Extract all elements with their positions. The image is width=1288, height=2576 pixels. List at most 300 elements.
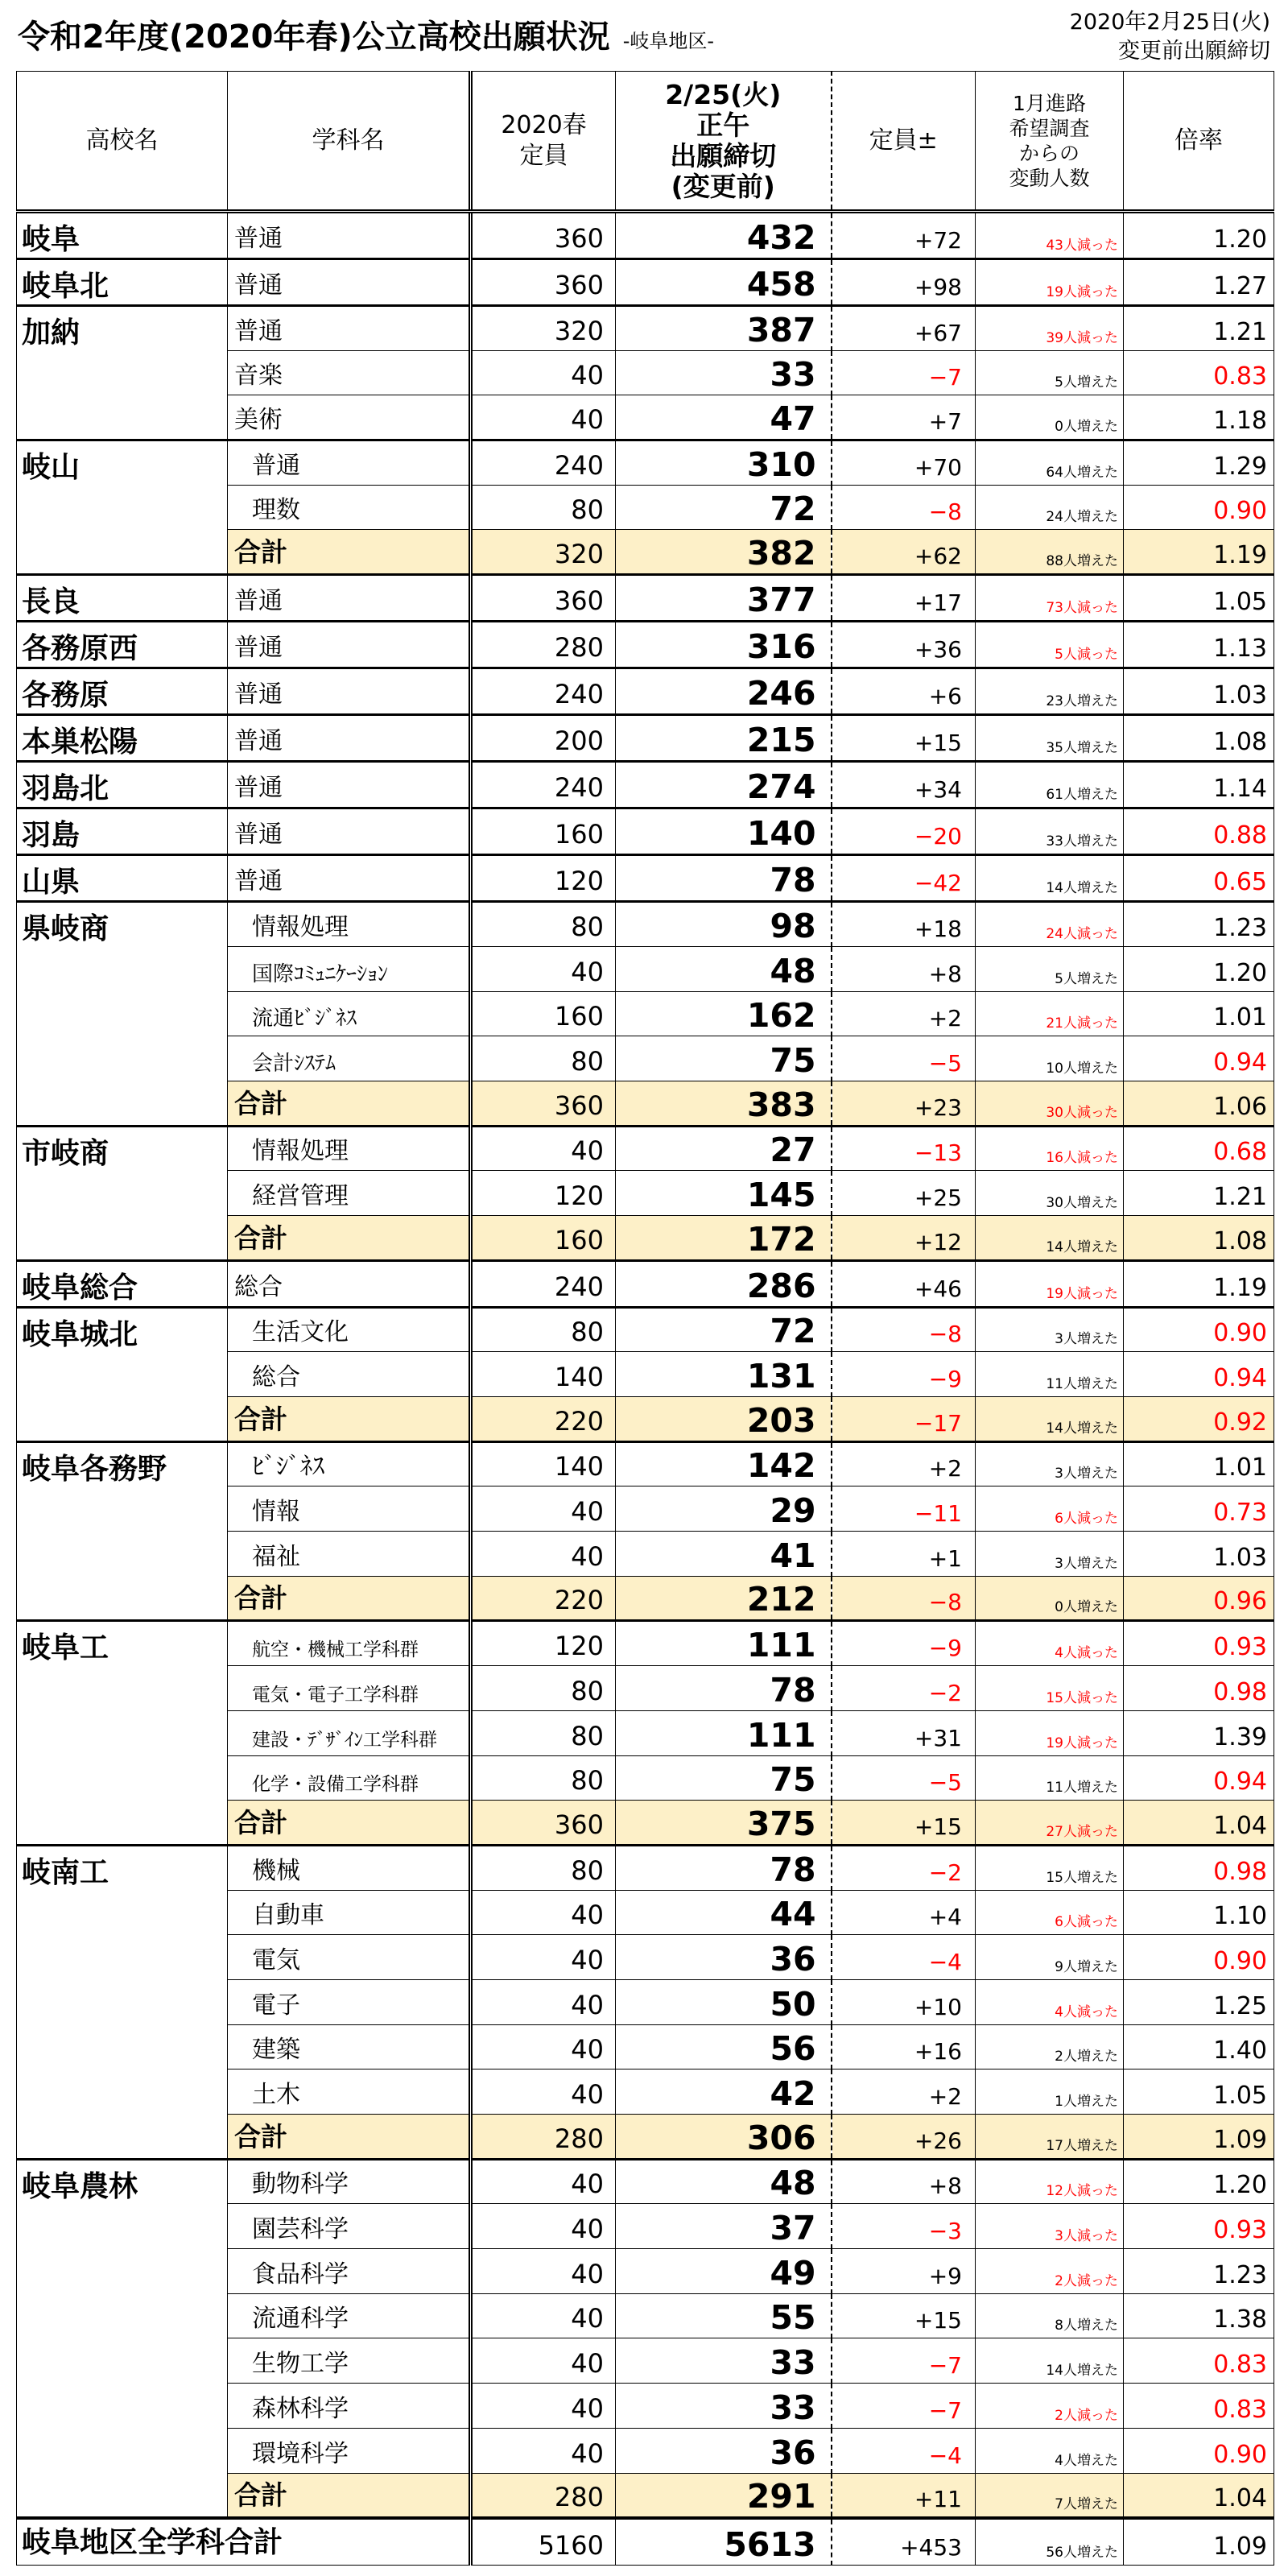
diff-cell: +15 bbox=[832, 715, 976, 762]
applicants-cell: 274 bbox=[616, 762, 832, 808]
title-text: 令和2年度(2020年春)公立高校出願状況 bbox=[18, 19, 610, 56]
change-cell: 15人減った bbox=[976, 1666, 1124, 1711]
ratio-cell: 1.39 bbox=[1124, 1710, 1274, 1755]
grand-ratio: 1.09 bbox=[1124, 2518, 1274, 2566]
table-row bbox=[17, 1126, 1274, 1171]
diff-cell: +70 bbox=[832, 440, 976, 486]
applications-table bbox=[16, 71, 1274, 2566]
capacity-cell: 160 bbox=[471, 1215, 616, 1260]
applicants-cell: 37 bbox=[616, 2204, 832, 2249]
change-cell: 10人増えた bbox=[976, 1036, 1124, 1081]
dept-name: 化学・設備工学科群 bbox=[228, 1755, 471, 1801]
ratio-cell: 1.01 bbox=[1124, 1441, 1274, 1486]
capacity-cell: 280 bbox=[471, 622, 616, 668]
capacity-cell: 80 bbox=[471, 1307, 616, 1352]
ratio-cell: 1.08 bbox=[1124, 1215, 1274, 1260]
change-cell: 39人減った bbox=[976, 306, 1124, 351]
ratio-cell: 1.20 bbox=[1124, 946, 1274, 991]
ratio-cell: 1.23 bbox=[1124, 902, 1274, 947]
diff-cell: +72 bbox=[832, 212, 976, 259]
dept-name: 理数 bbox=[228, 485, 471, 530]
diff-cell: −8 bbox=[832, 1307, 976, 1352]
table-row bbox=[17, 902, 1274, 947]
applicants-cell: 55 bbox=[616, 2293, 832, 2338]
change-cell: 21人減った bbox=[976, 991, 1124, 1036]
ratio-cell: 1.21 bbox=[1124, 1171, 1274, 1216]
diff-cell: +6 bbox=[832, 668, 976, 715]
change-cell: 4人減った bbox=[976, 1979, 1124, 2024]
capacity-cell: 40 bbox=[471, 2428, 616, 2473]
dept-name: 生活文化 bbox=[228, 1307, 471, 1352]
capacity-cell: 80 bbox=[471, 1755, 616, 1801]
table-row bbox=[17, 762, 1274, 808]
diff-cell: +31 bbox=[832, 1710, 976, 1755]
applicants-cell: 72 bbox=[616, 1307, 832, 1352]
dept-name: 普通 bbox=[228, 212, 471, 259]
diff-cell: −8 bbox=[832, 485, 976, 530]
capacity-cell: 140 bbox=[471, 1441, 616, 1486]
table-row bbox=[17, 1845, 1274, 1890]
capacity-cell: 40 bbox=[471, 395, 616, 440]
change-cell: 24人減った bbox=[976, 902, 1124, 947]
dept-name: 福祉 bbox=[228, 1532, 471, 1577]
diff-cell: +2 bbox=[832, 1441, 976, 1486]
capacity-cell: 80 bbox=[471, 485, 616, 530]
applicants-cell: 50 bbox=[616, 1979, 832, 2024]
applicants-cell: 78 bbox=[616, 1845, 832, 1890]
school-name: 岐阜城北 bbox=[17, 1307, 228, 1441]
dept-name: 経営管理 bbox=[228, 1171, 471, 1216]
capacity-cell: 160 bbox=[471, 808, 616, 855]
dept-name: 環境科学 bbox=[228, 2428, 471, 2473]
dept-name: 普通 bbox=[228, 855, 471, 902]
dept-name: 普通 bbox=[228, 808, 471, 855]
region-subtitle: -岐阜地区- bbox=[622, 30, 715, 52]
ratio-cell: 1.04 bbox=[1124, 2473, 1274, 2518]
ratio-cell: 1.05 bbox=[1124, 2069, 1274, 2115]
ratio-cell: 1.40 bbox=[1124, 2024, 1274, 2069]
applicants-cell: 203 bbox=[616, 1397, 832, 1442]
ratio-cell: 1.04 bbox=[1124, 1801, 1274, 1846]
grand-change: 56人増えた bbox=[976, 2518, 1124, 2566]
change-cell: 6人減った bbox=[976, 1890, 1124, 1935]
school-name: 各務原 bbox=[17, 668, 228, 715]
applicants-cell: 44 bbox=[616, 1890, 832, 1935]
change-cell: 7人増えた bbox=[976, 2473, 1124, 2518]
change-cell: 27人減った bbox=[976, 1801, 1124, 1846]
diff-cell: −7 bbox=[832, 350, 976, 395]
dept-name: 食品科学 bbox=[228, 2249, 471, 2294]
grand-applicants: 5613 bbox=[616, 2518, 832, 2566]
table-row bbox=[17, 212, 1274, 259]
capacity-cell: 320 bbox=[471, 306, 616, 351]
capacity-cell: 40 bbox=[471, 1532, 616, 1577]
change-cell: 24人増えた bbox=[976, 485, 1124, 530]
table-body bbox=[17, 72, 1274, 2566]
change-cell: 5人増えた bbox=[976, 946, 1124, 991]
table-row bbox=[17, 1260, 1274, 1307]
diff-cell: −11 bbox=[832, 1486, 976, 1532]
applicants-cell: 48 bbox=[616, 946, 832, 991]
capacity-cell: 40 bbox=[471, 2338, 616, 2384]
applicants-cell: 310 bbox=[616, 440, 832, 486]
diff-cell: +34 bbox=[832, 762, 976, 808]
change-cell: 88人増えた bbox=[976, 530, 1124, 575]
change-cell: 61人増えた bbox=[976, 762, 1124, 808]
capacity-cell: 80 bbox=[471, 1710, 616, 1755]
applicants-cell: 78 bbox=[616, 855, 832, 902]
table-row bbox=[17, 715, 1274, 762]
ratio-cell: 1.23 bbox=[1124, 2249, 1274, 2294]
capacity-cell: 360 bbox=[471, 1081, 616, 1126]
capacity-cell: 280 bbox=[471, 2473, 616, 2518]
col-header-deadline: 2/25(火) 正午 出願締切 (変更前) bbox=[616, 72, 832, 212]
change-cell: 43人減った bbox=[976, 212, 1124, 259]
ratio-cell: 0.92 bbox=[1124, 1397, 1274, 1442]
applicants-cell: 42 bbox=[616, 2069, 832, 2115]
school-name: 羽島北 bbox=[17, 762, 228, 808]
dept-name: 会計ｼｽﾃﾑ bbox=[228, 1036, 471, 1081]
ratio-cell: 0.88 bbox=[1124, 808, 1274, 855]
change-cell: 2人増えた bbox=[976, 2024, 1124, 2069]
applicants-cell: 140 bbox=[616, 808, 832, 855]
capacity-cell: 40 bbox=[471, 1979, 616, 2024]
change-cell: 1人増えた bbox=[976, 2069, 1124, 2115]
diff-cell: +25 bbox=[832, 1171, 976, 1216]
ratio-cell: 0.94 bbox=[1124, 1352, 1274, 1397]
ratio-cell: 0.90 bbox=[1124, 1307, 1274, 1352]
school-name: 岐阜北 bbox=[17, 259, 228, 306]
school-name: 長良 bbox=[17, 575, 228, 622]
applicants-cell: 36 bbox=[616, 1935, 832, 1980]
ratio-cell: 1.38 bbox=[1124, 2293, 1274, 2338]
change-cell: 4人増えた bbox=[976, 2428, 1124, 2473]
table-row bbox=[17, 1441, 1274, 1486]
change-cell: 14人増えた bbox=[976, 1397, 1124, 1442]
change-cell: 73人減った bbox=[976, 575, 1124, 622]
dept-name: 合計 bbox=[228, 2115, 471, 2160]
table-row bbox=[17, 855, 1274, 902]
diff-cell: +8 bbox=[832, 946, 976, 991]
ratio-cell: 1.21 bbox=[1124, 306, 1274, 351]
capacity-cell: 40 bbox=[471, 1486, 616, 1532]
diff-cell: +26 bbox=[832, 2115, 976, 2160]
change-cell: 19人減った bbox=[976, 1260, 1124, 1307]
ratio-cell: 1.27 bbox=[1124, 259, 1274, 306]
dept-name: 電気・電子工学科群 bbox=[228, 1666, 471, 1711]
grand-capacity: 5160 bbox=[471, 2518, 616, 2566]
capacity-cell: 40 bbox=[471, 1890, 616, 1935]
capacity-cell: 40 bbox=[471, 350, 616, 395]
diff-cell: +12 bbox=[832, 1215, 976, 1260]
change-cell: 5人増えた bbox=[976, 350, 1124, 395]
ratio-cell: 1.10 bbox=[1124, 1890, 1274, 1935]
ratio-cell: 1.20 bbox=[1124, 2159, 1274, 2204]
col-header-change: 1月進路 希望調査 からの 変動人数 bbox=[976, 72, 1124, 212]
dept-name: 合計 bbox=[228, 1081, 471, 1126]
applicants-cell: 377 bbox=[616, 575, 832, 622]
dept-name: 建築 bbox=[228, 2024, 471, 2069]
capacity-cell: 200 bbox=[471, 715, 616, 762]
diff-cell: −7 bbox=[832, 2338, 976, 2384]
change-cell: 14人増えた bbox=[976, 855, 1124, 902]
school-name: 本巣松陽 bbox=[17, 715, 228, 762]
diff-cell: +7 bbox=[832, 395, 976, 440]
school-name: 岐阜総合 bbox=[17, 1260, 228, 1307]
diff-cell: −9 bbox=[832, 1621, 976, 1666]
dept-name: 合計 bbox=[228, 530, 471, 575]
dept-name: 情報処理 bbox=[228, 902, 471, 947]
applicants-cell: 387 bbox=[616, 306, 832, 351]
dept-name: 流通ﾋﾞｼﾞﾈｽ bbox=[228, 991, 471, 1036]
table-row bbox=[17, 622, 1274, 668]
change-cell: 14人増えた bbox=[976, 1215, 1124, 1260]
change-cell: 2人減った bbox=[976, 2384, 1124, 2429]
page-title bbox=[18, 11, 714, 57]
diff-cell: +10 bbox=[832, 1979, 976, 2024]
change-cell: 12人減った bbox=[976, 2159, 1124, 2204]
applicants-cell: 33 bbox=[616, 350, 832, 395]
applicants-cell: 98 bbox=[616, 902, 832, 947]
diff-cell: −42 bbox=[832, 855, 976, 902]
applicants-cell: 56 bbox=[616, 2024, 832, 2069]
grand-diff: +453 bbox=[832, 2518, 976, 2566]
school-name: 岐阜工 bbox=[17, 1621, 228, 1845]
change-cell: 15人増えた bbox=[976, 1845, 1124, 1890]
ratio-cell: 1.03 bbox=[1124, 1532, 1274, 1577]
table-row bbox=[17, 259, 1274, 306]
col-header-ratio: 倍率 bbox=[1124, 72, 1274, 212]
col-header-diff: 定員± bbox=[832, 72, 976, 212]
diff-cell: −3 bbox=[832, 2204, 976, 2249]
applicants-cell: 142 bbox=[616, 1441, 832, 1486]
deadline-note: 変更前出願締切 bbox=[1118, 39, 1270, 64]
diff-cell: −8 bbox=[832, 1576, 976, 1621]
ratio-cell: 1.01 bbox=[1124, 991, 1274, 1036]
dept-name: 普通 bbox=[228, 622, 471, 668]
school-name: 岐山 bbox=[17, 440, 228, 575]
dept-name: 合計 bbox=[228, 1576, 471, 1621]
capacity-cell: 80 bbox=[471, 1036, 616, 1081]
dept-name: ﾋﾞｼﾞﾈｽ bbox=[228, 1441, 471, 1486]
school-name: 岐阜 bbox=[17, 212, 228, 259]
dept-name: 合計 bbox=[228, 2473, 471, 2518]
applicants-cell: 111 bbox=[616, 1710, 832, 1755]
dept-name: 電子 bbox=[228, 1979, 471, 2024]
grand-total-row bbox=[17, 2518, 1274, 2566]
capacity-cell: 240 bbox=[471, 668, 616, 715]
school-name: 県岐商 bbox=[17, 902, 228, 1126]
school-name: 羽島 bbox=[17, 808, 228, 855]
ratio-cell: 1.09 bbox=[1124, 2115, 1274, 2160]
diff-cell: +17 bbox=[832, 575, 976, 622]
applicants-cell: 145 bbox=[616, 1171, 832, 1216]
capacity-cell: 40 bbox=[471, 2159, 616, 2204]
ratio-cell: 1.20 bbox=[1124, 212, 1274, 259]
capacity-cell: 40 bbox=[471, 946, 616, 991]
applicants-cell: 41 bbox=[616, 1532, 832, 1577]
applicants-cell: 172 bbox=[616, 1215, 832, 1260]
diff-cell: +1 bbox=[832, 1532, 976, 1577]
table-row bbox=[17, 440, 1274, 486]
applicants-cell: 131 bbox=[616, 1352, 832, 1397]
change-cell: 30人減った bbox=[976, 1081, 1124, 1126]
capacity-cell: 280 bbox=[471, 2115, 616, 2160]
applicants-cell: 212 bbox=[616, 1576, 832, 1621]
capacity-cell: 80 bbox=[471, 902, 616, 947]
change-cell: 4人減った bbox=[976, 1621, 1124, 1666]
change-cell: 17人増えた bbox=[976, 2115, 1124, 2160]
dept-name: 美術 bbox=[228, 395, 471, 440]
school-name: 岐南工 bbox=[17, 1845, 228, 2159]
capacity-cell: 360 bbox=[471, 212, 616, 259]
diff-cell: −9 bbox=[832, 1352, 976, 1397]
ratio-cell: 0.83 bbox=[1124, 2384, 1274, 2429]
change-cell: 30人増えた bbox=[976, 1171, 1124, 1216]
applicants-cell: 29 bbox=[616, 1486, 832, 1532]
dept-name: 電気 bbox=[228, 1935, 471, 1980]
change-cell: 14人増えた bbox=[976, 2338, 1124, 2384]
applicants-cell: 27 bbox=[616, 1126, 832, 1171]
applicants-cell: 75 bbox=[616, 1755, 832, 1801]
diff-cell: +2 bbox=[832, 991, 976, 1036]
ratio-cell: 0.94 bbox=[1124, 1036, 1274, 1081]
applicants-cell: 316 bbox=[616, 622, 832, 668]
applicants-cell: 432 bbox=[616, 212, 832, 259]
col-header-capacity: 2020春 定員 bbox=[471, 72, 616, 212]
ratio-cell: 0.94 bbox=[1124, 1755, 1274, 1801]
capacity-cell: 240 bbox=[471, 1260, 616, 1307]
applicants-cell: 48 bbox=[616, 2159, 832, 2204]
ratio-cell: 0.98 bbox=[1124, 1845, 1274, 1890]
capacity-cell: 120 bbox=[471, 1171, 616, 1216]
dept-name: 土木 bbox=[228, 2069, 471, 2115]
diff-cell: −2 bbox=[832, 1845, 976, 1890]
diff-cell: −20 bbox=[832, 808, 976, 855]
change-cell: 16人減った bbox=[976, 1126, 1124, 1171]
diff-cell: −17 bbox=[832, 1397, 976, 1442]
ratio-cell: 0.90 bbox=[1124, 485, 1274, 530]
diff-cell: +62 bbox=[832, 530, 976, 575]
ratio-cell: 1.05 bbox=[1124, 575, 1274, 622]
applicants-cell: 375 bbox=[616, 1801, 832, 1846]
applicants-cell: 286 bbox=[616, 1260, 832, 1307]
table-row bbox=[17, 1621, 1274, 1666]
capacity-cell: 40 bbox=[471, 2293, 616, 2338]
ratio-cell: 0.93 bbox=[1124, 1621, 1274, 1666]
dept-name: 普通 bbox=[228, 306, 471, 351]
capacity-cell: 40 bbox=[471, 2384, 616, 2429]
change-cell: 3人増えた bbox=[976, 1307, 1124, 1352]
change-cell: 0人増えた bbox=[976, 1576, 1124, 1621]
applicants-cell: 162 bbox=[616, 991, 832, 1036]
diff-cell: −5 bbox=[832, 1036, 976, 1081]
change-cell: 19人減った bbox=[976, 259, 1124, 306]
diff-cell: +23 bbox=[832, 1081, 976, 1126]
dept-name: 普通 bbox=[228, 440, 471, 486]
diff-cell: −2 bbox=[832, 1666, 976, 1711]
ratio-cell: 1.18 bbox=[1124, 395, 1274, 440]
table-row bbox=[17, 808, 1274, 855]
ratio-cell: 1.13 bbox=[1124, 622, 1274, 668]
diff-cell: +4 bbox=[832, 1890, 976, 1935]
school-name: 市岐商 bbox=[17, 1126, 228, 1260]
dept-name: 建設・ﾃﾞｻﾞｲﾝ工学科群 bbox=[228, 1710, 471, 1755]
dept-name: 情報 bbox=[228, 1486, 471, 1532]
change-cell: 8人増えた bbox=[976, 2293, 1124, 2338]
school-name: 加納 bbox=[17, 306, 228, 440]
dept-name: 合計 bbox=[228, 1215, 471, 1260]
applicants-cell: 458 bbox=[616, 259, 832, 306]
ratio-cell: 0.96 bbox=[1124, 1576, 1274, 1621]
dept-name: 普通 bbox=[228, 762, 471, 808]
applicants-cell: 33 bbox=[616, 2384, 832, 2429]
dept-name: 合計 bbox=[228, 1801, 471, 1846]
applicants-cell: 246 bbox=[616, 668, 832, 715]
table-row bbox=[17, 2159, 1274, 2204]
capacity-cell: 40 bbox=[471, 2249, 616, 2294]
table-row bbox=[17, 668, 1274, 715]
capacity-cell: 140 bbox=[471, 1352, 616, 1397]
change-cell: 64人増えた bbox=[976, 440, 1124, 486]
applicants-cell: 36 bbox=[616, 2428, 832, 2473]
change-cell: 19人減った bbox=[976, 1710, 1124, 1755]
diff-cell: +98 bbox=[832, 259, 976, 306]
capacity-cell: 320 bbox=[471, 530, 616, 575]
dept-name: 流通科学 bbox=[228, 2293, 471, 2338]
diff-cell: +11 bbox=[832, 2473, 976, 2518]
school-name: 山県 bbox=[17, 855, 228, 902]
capacity-cell: 120 bbox=[471, 855, 616, 902]
diff-cell: +15 bbox=[832, 2293, 976, 2338]
change-cell: 3人増えた bbox=[976, 1532, 1124, 1577]
capacity-cell: 220 bbox=[471, 1576, 616, 1621]
dept-name: 普通 bbox=[228, 668, 471, 715]
applicants-cell: 306 bbox=[616, 2115, 832, 2160]
dept-name: 生物工学 bbox=[228, 2338, 471, 2384]
col-header-dept: 学科名 bbox=[228, 72, 471, 212]
ratio-cell: 0.98 bbox=[1124, 1666, 1274, 1711]
ratio-cell: 1.29 bbox=[1124, 440, 1274, 486]
capacity-cell: 120 bbox=[471, 1621, 616, 1666]
change-cell: 35人増えた bbox=[976, 715, 1124, 762]
capacity-cell: 40 bbox=[471, 1935, 616, 1980]
capacity-cell: 240 bbox=[471, 440, 616, 486]
capacity-cell: 360 bbox=[471, 575, 616, 622]
change-cell: 2人減った bbox=[976, 2249, 1124, 2294]
grand-total-label: 岐阜地区全学科合計 bbox=[17, 2518, 471, 2566]
change-cell: 6人減った bbox=[976, 1486, 1124, 1532]
dept-name: 総合 bbox=[228, 1352, 471, 1397]
school-name: 各務原西 bbox=[17, 622, 228, 668]
change-cell: 3人増えた bbox=[976, 1441, 1124, 1486]
ratio-cell: 0.83 bbox=[1124, 2338, 1274, 2384]
applicants-cell: 75 bbox=[616, 1036, 832, 1081]
dept-name: 総合 bbox=[228, 1260, 471, 1307]
applicants-cell: 111 bbox=[616, 1621, 832, 1666]
ratio-cell: 1.06 bbox=[1124, 1081, 1274, 1126]
applicants-cell: 291 bbox=[616, 2473, 832, 2518]
dept-name: 音楽 bbox=[228, 350, 471, 395]
capacity-cell: 360 bbox=[471, 1801, 616, 1846]
ratio-cell: 1.19 bbox=[1124, 530, 1274, 575]
applicants-cell: 72 bbox=[616, 485, 832, 530]
change-cell: 9人増えた bbox=[976, 1935, 1124, 1980]
diff-cell: +67 bbox=[832, 306, 976, 351]
applicants-cell: 49 bbox=[616, 2249, 832, 2294]
diff-cell: −4 bbox=[832, 1935, 976, 1980]
dept-name: 情報処理 bbox=[228, 1126, 471, 1171]
